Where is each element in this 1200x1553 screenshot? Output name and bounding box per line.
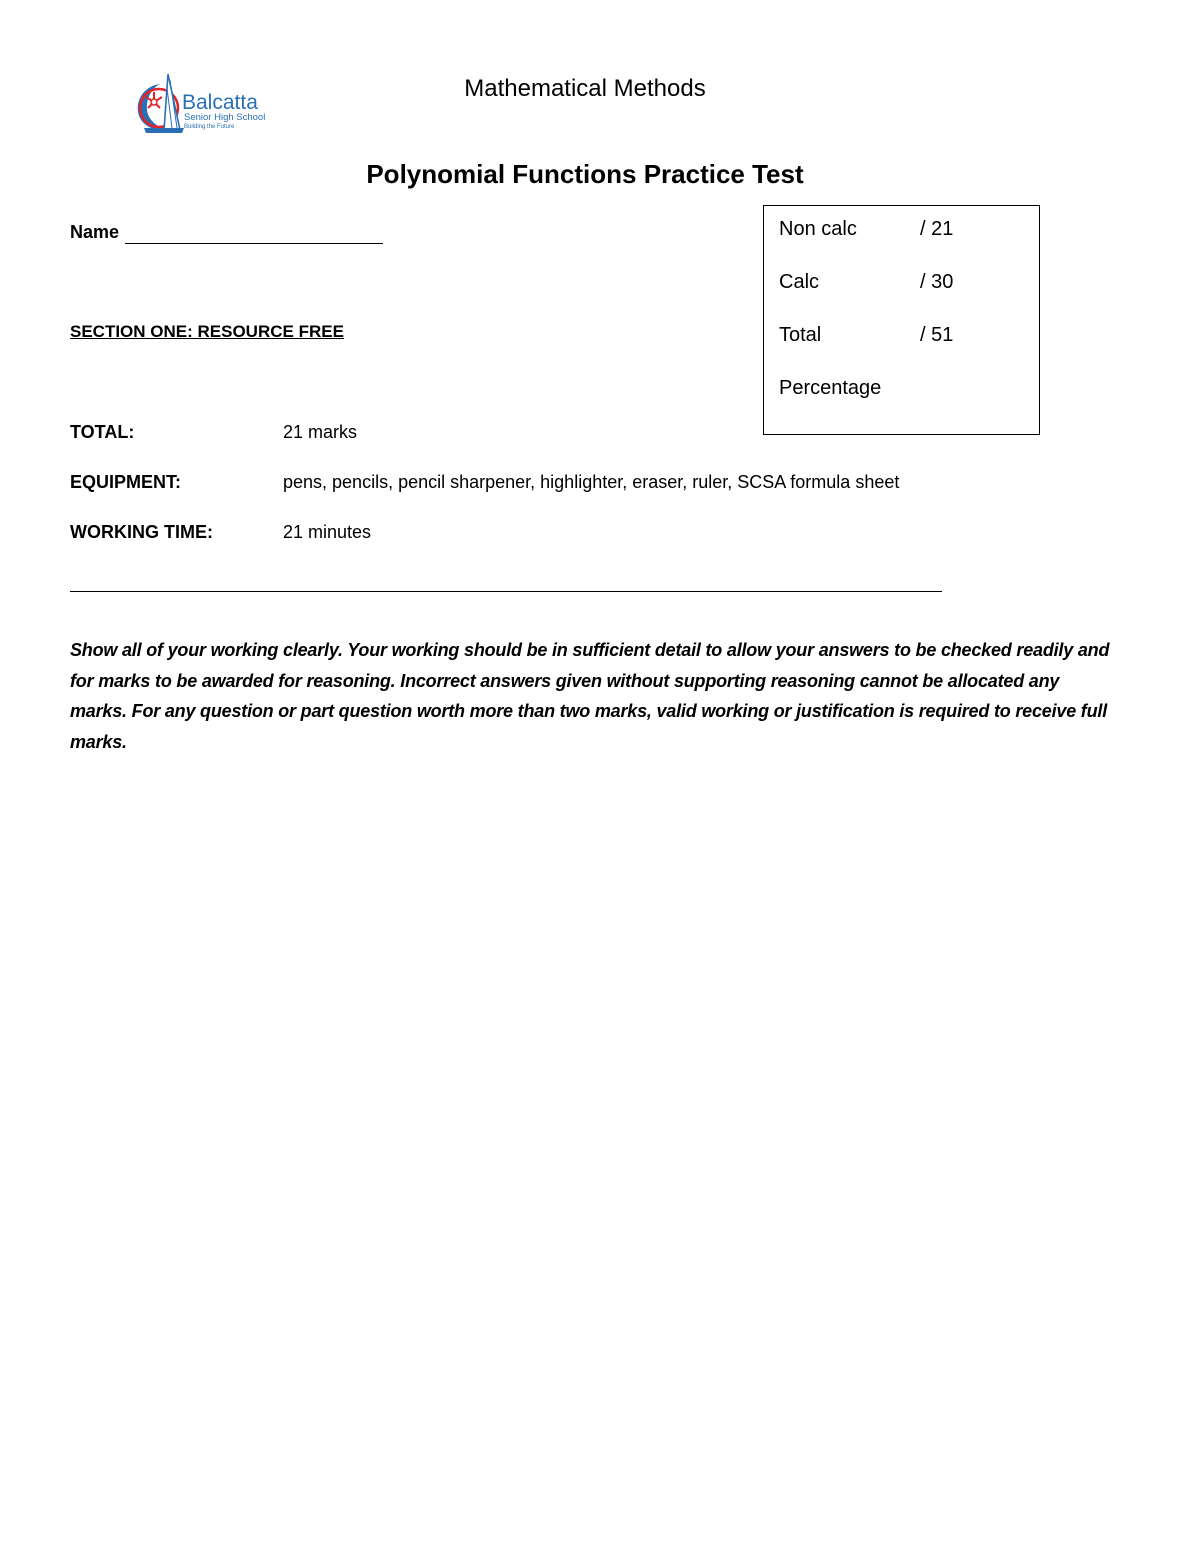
page-title: Polynomial Functions Practice Test bbox=[366, 159, 804, 189]
score-label: Non calc bbox=[779, 218, 857, 240]
info-value: pens, pencils, pencil sharpener, highlighter, eraser, ruler, SCSA formula sheet bbox=[283, 472, 900, 492]
score-row-non-calc bbox=[779, 216, 953, 242]
score-label: Percentage bbox=[779, 377, 882, 399]
instructions-body: Your working should be in sufficient detail to allow your answers to be checked readily and for marks to be awarded for reasoning. Incorrect answers given without supporting reasoning cannot be allocated any marks. For any question or part question worth more than two marks, valid working or justification is required to receive full marks. bbox=[70, 640, 1110, 752]
section-heading: SECTION ONE: RESOURCE FREE bbox=[70, 322, 344, 341]
score-row-calc bbox=[779, 269, 953, 295]
name-blank-line[interactable] bbox=[125, 225, 383, 244]
logo-school-subtitle: Senior High School bbox=[184, 112, 266, 123]
divider-line bbox=[70, 591, 942, 592]
name-field bbox=[70, 220, 383, 244]
score-value: / 21 bbox=[920, 218, 954, 240]
instructions-paragraph bbox=[70, 635, 1110, 757]
info-value: 21 marks bbox=[283, 422, 358, 442]
score-value: / 51 bbox=[920, 324, 954, 346]
logo-school-name: Balcatta bbox=[182, 91, 258, 114]
score-label: Calc bbox=[779, 271, 820, 293]
instructions-lead: Show all of your working clearly. bbox=[70, 640, 343, 660]
info-row-working-time bbox=[70, 520, 371, 544]
info-label: TOTAL: bbox=[70, 422, 135, 442]
info-label: WORKING TIME: bbox=[70, 522, 213, 542]
info-value: 21 minutes bbox=[283, 522, 372, 542]
name-label: Name bbox=[70, 222, 120, 242]
score-box bbox=[763, 205, 1040, 435]
score-row-percentage bbox=[779, 375, 920, 401]
info-row-total bbox=[70, 420, 357, 444]
score-value: / 30 bbox=[920, 271, 954, 293]
score-label: Total bbox=[779, 324, 822, 346]
info-label: EQUIPMENT: bbox=[70, 472, 182, 492]
subject-heading: Mathematical Methods bbox=[464, 75, 706, 102]
score-row-total bbox=[779, 322, 953, 348]
info-row-equipment bbox=[70, 470, 899, 494]
logo-tagline: Building the Future bbox=[184, 124, 235, 130]
